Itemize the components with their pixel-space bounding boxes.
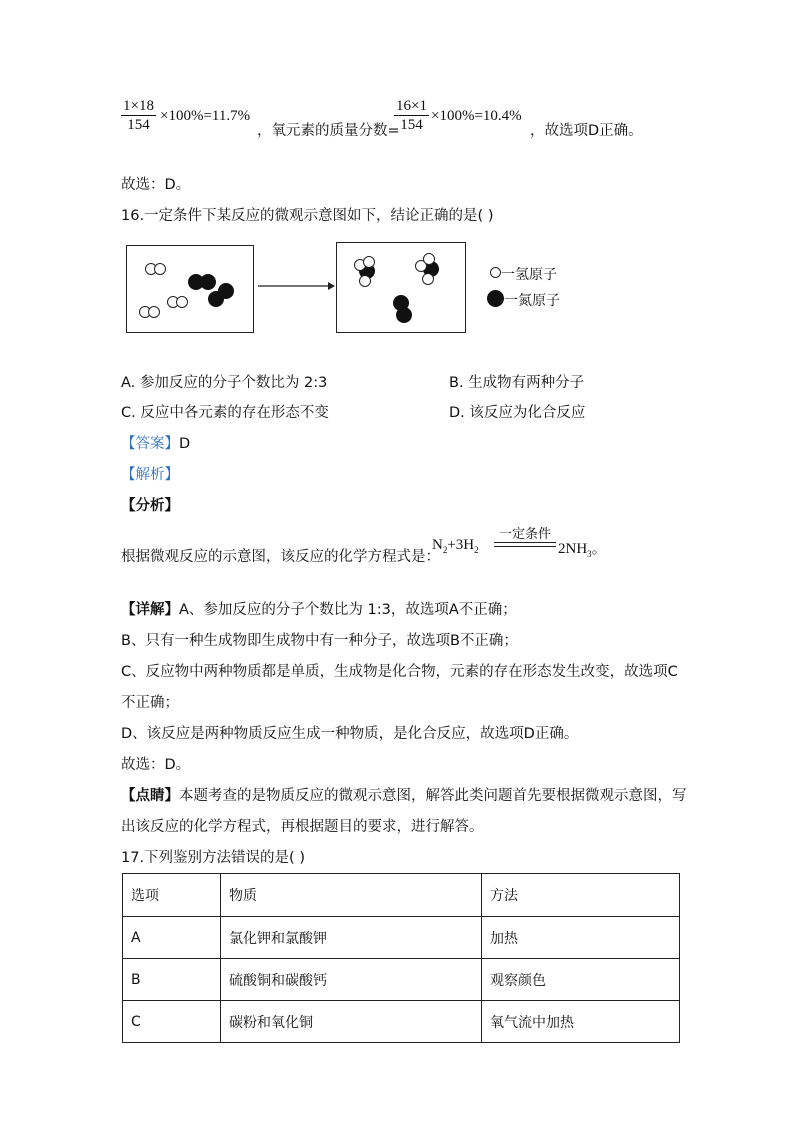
- table-cell: 氯化钾和氯酸钾: [221, 917, 482, 959]
- dianjing-1: 【点睛】本题考查的是物质反应的微观示意图，解答此类问题首先要根据微观示意图，写: [121, 788, 687, 804]
- h-atom: [176, 296, 188, 308]
- table-row: [123, 959, 680, 1001]
- table-cell: 氧气流中加热: [482, 1001, 680, 1043]
- equation-lead: 根据微观反应的示意图，该反应的化学方程式是：: [121, 549, 440, 565]
- detail-c-1: C、反应物中两种物质都是单质，生成物是化合物，元素的存在形态发生改变，故选项C: [121, 664, 678, 680]
- q17-table: [122, 873, 680, 1043]
- table-cell: A: [123, 917, 221, 959]
- legend-h-icon: [490, 267, 501, 278]
- answer-value: D: [179, 436, 191, 452]
- q16-stem: 16.一定条件下某反应的微观示意图如下，结论正确的是( ): [121, 208, 494, 224]
- table-cell: 观察颜色: [482, 959, 680, 1001]
- h-atom: [422, 273, 434, 285]
- legend-n-label: 一氮原子: [504, 293, 560, 309]
- legend-n-icon: [487, 290, 504, 307]
- fraction-1: $\frac{1\times 18}{154}$: [123, 98, 154, 133]
- table-row: [123, 917, 680, 959]
- h-atom: [359, 275, 371, 287]
- legend-h-label: 一氢原子: [501, 267, 557, 283]
- option-a: A. 参加反应的分子个数比为 2:3: [121, 375, 328, 391]
- jiexi-tag: 【解析】: [121, 467, 179, 483]
- answer-line: [121, 432, 190, 453]
- fraction-2-tail: ×100%=10.4%: [431, 108, 522, 124]
- h-atom: [363, 256, 375, 268]
- dianjing-tag: 【点睛】: [121, 788, 179, 804]
- fraction-2: $\frac{16\times 1}{154}$: [396, 98, 427, 133]
- end-text: ，故选项D正确。: [530, 123, 643, 139]
- dianjing-2: 出该反应的化学方程式，再根据题目的要求，进行解答。: [121, 819, 484, 835]
- detail-c-2: 不正确；: [121, 695, 179, 711]
- table-header-row: [123, 874, 680, 917]
- equation-right: $2NH_3$。: [558, 541, 607, 559]
- option-d: D. 该反应为化合反应: [449, 405, 586, 421]
- h-atom: [148, 306, 160, 318]
- table-cell: 加热: [482, 917, 680, 959]
- equation-left: $N_2+3H_2$: [432, 537, 479, 555]
- h-atom: [154, 263, 166, 275]
- detail-a: 【详解】A、参加反应的分子个数比为 1:3，故选项A不正确；: [121, 602, 517, 618]
- table-cell: B: [123, 959, 221, 1001]
- detail-b: B、只有一种生成物即生成物中有一种分子，故选项B不正确；: [121, 633, 518, 649]
- option-c: C. 反应中各元素的存在形态不变: [121, 405, 329, 421]
- detail-d: D、该反应是两种物质反应生成一种物质，是化合反应，故选项D正确。: [121, 726, 579, 742]
- n-atom: [200, 274, 216, 290]
- table-cell: C: [123, 1001, 221, 1043]
- table-header-cell: 选项: [123, 874, 221, 917]
- option-b: B. 生成物有两种分子: [449, 375, 585, 391]
- detail-tag: 【详解】: [121, 602, 179, 618]
- select-prev: 故选：D。: [121, 177, 191, 193]
- reactants-box: [126, 245, 254, 333]
- h-atom: [423, 253, 435, 265]
- table-row: [123, 1001, 680, 1043]
- table-cell: 硫酸铜和碳酸钙: [221, 959, 482, 1001]
- select-line: 故选：D。: [121, 757, 191, 773]
- products-box: [336, 242, 466, 333]
- answer-tag: 【答案】: [121, 436, 179, 452]
- mid-text: ，氧元素的质量分数=: [257, 123, 400, 139]
- table-header-cell: 方法: [482, 874, 680, 917]
- fraction-1-tail: ×100%=11.7%: [160, 108, 251, 124]
- equals-line-bottom: [494, 546, 556, 547]
- equation-condition: 一定条件: [498, 527, 551, 542]
- reaction-arrow: [256, 280, 336, 292]
- n-atom: [396, 307, 412, 323]
- q17-stem: 17.下列鉴别方法错误的是( ): [121, 850, 305, 866]
- fenxi-tag: 【分析】: [121, 498, 179, 514]
- table-cell: 碳粉和氧化铜: [221, 1001, 482, 1043]
- equals-line-top: [494, 542, 556, 543]
- table-header-cell: 物质: [221, 874, 482, 917]
- n-atom: [218, 283, 234, 299]
